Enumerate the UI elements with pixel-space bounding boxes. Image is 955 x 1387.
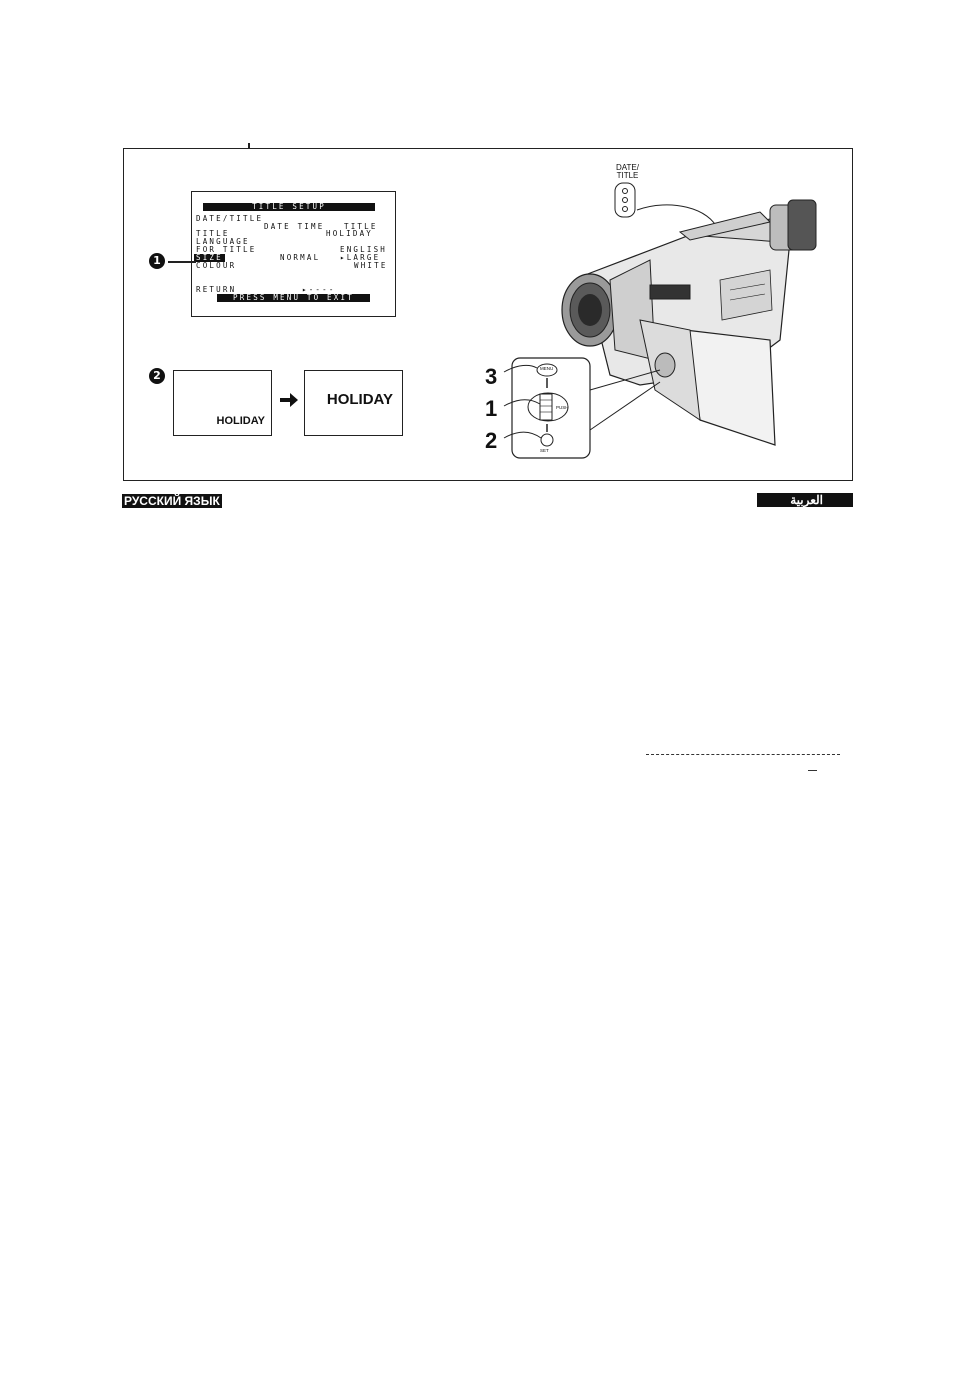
stray-dash-mark	[808, 770, 817, 771]
menu-title-bar: TITLE SETUP	[203, 203, 375, 211]
camera-menu-button-label: MENU	[540, 366, 554, 371]
menu-size-label: SIZE	[196, 253, 223, 262]
menu-exit-bar: PRESS MENU TO EXIT	[217, 294, 370, 302]
menu-colour-label: COLOUR	[196, 261, 237, 270]
menu-title-value: HOLIDAY	[326, 229, 374, 238]
step-3-label: 3	[485, 364, 498, 389]
menu-return-value: ▸----	[302, 285, 336, 294]
preview-large-size	[304, 370, 403, 436]
menu-date-title-label: DATE/TITLE	[196, 214, 264, 223]
camcorder-illustration	[490, 160, 830, 465]
arrow-right-icon	[279, 392, 299, 408]
menu-date-time-option: DATE TIME	[264, 222, 325, 231]
step-1-label: 1	[485, 396, 498, 421]
language-tag-russian: РУССКИЙ ЯЗЫК	[124, 494, 220, 508]
language-tag-arabic: العربية	[757, 493, 853, 507]
stray-line-mark	[646, 754, 840, 756]
preview-normal-text: HOLIDAY	[216, 415, 265, 427]
menu-language-label: LANGUAGE	[196, 237, 250, 246]
camera-dial-label: PUSH	[556, 405, 569, 410]
preview-large-text: HOLIDAY	[326, 391, 393, 408]
menu-title-option: TITLE	[344, 222, 378, 231]
title-setup-menu-screen	[191, 191, 396, 317]
menu-language-value: ENGLISH	[340, 245, 388, 254]
camera-date-title-label: DATE/ TITLE	[616, 163, 639, 180]
menu-size-normal: NORMAL	[280, 253, 321, 262]
menu-colour-value: WHITE	[354, 261, 388, 270]
menu-for-title-label: FOR TITLE	[196, 245, 257, 254]
callout-1-leader-line	[168, 261, 196, 263]
step-2-label: 2	[485, 428, 498, 453]
callout-2-badge: 2	[149, 368, 165, 384]
menu-return-label: RETURN	[196, 285, 237, 294]
preview-normal-size	[173, 370, 272, 436]
camera-set-label: SET	[540, 448, 549, 453]
callout-1-badge: 1	[149, 253, 165, 269]
menu-title-label: TITLE	[196, 229, 230, 238]
menu-size-large: ▸LARGE	[340, 253, 381, 262]
